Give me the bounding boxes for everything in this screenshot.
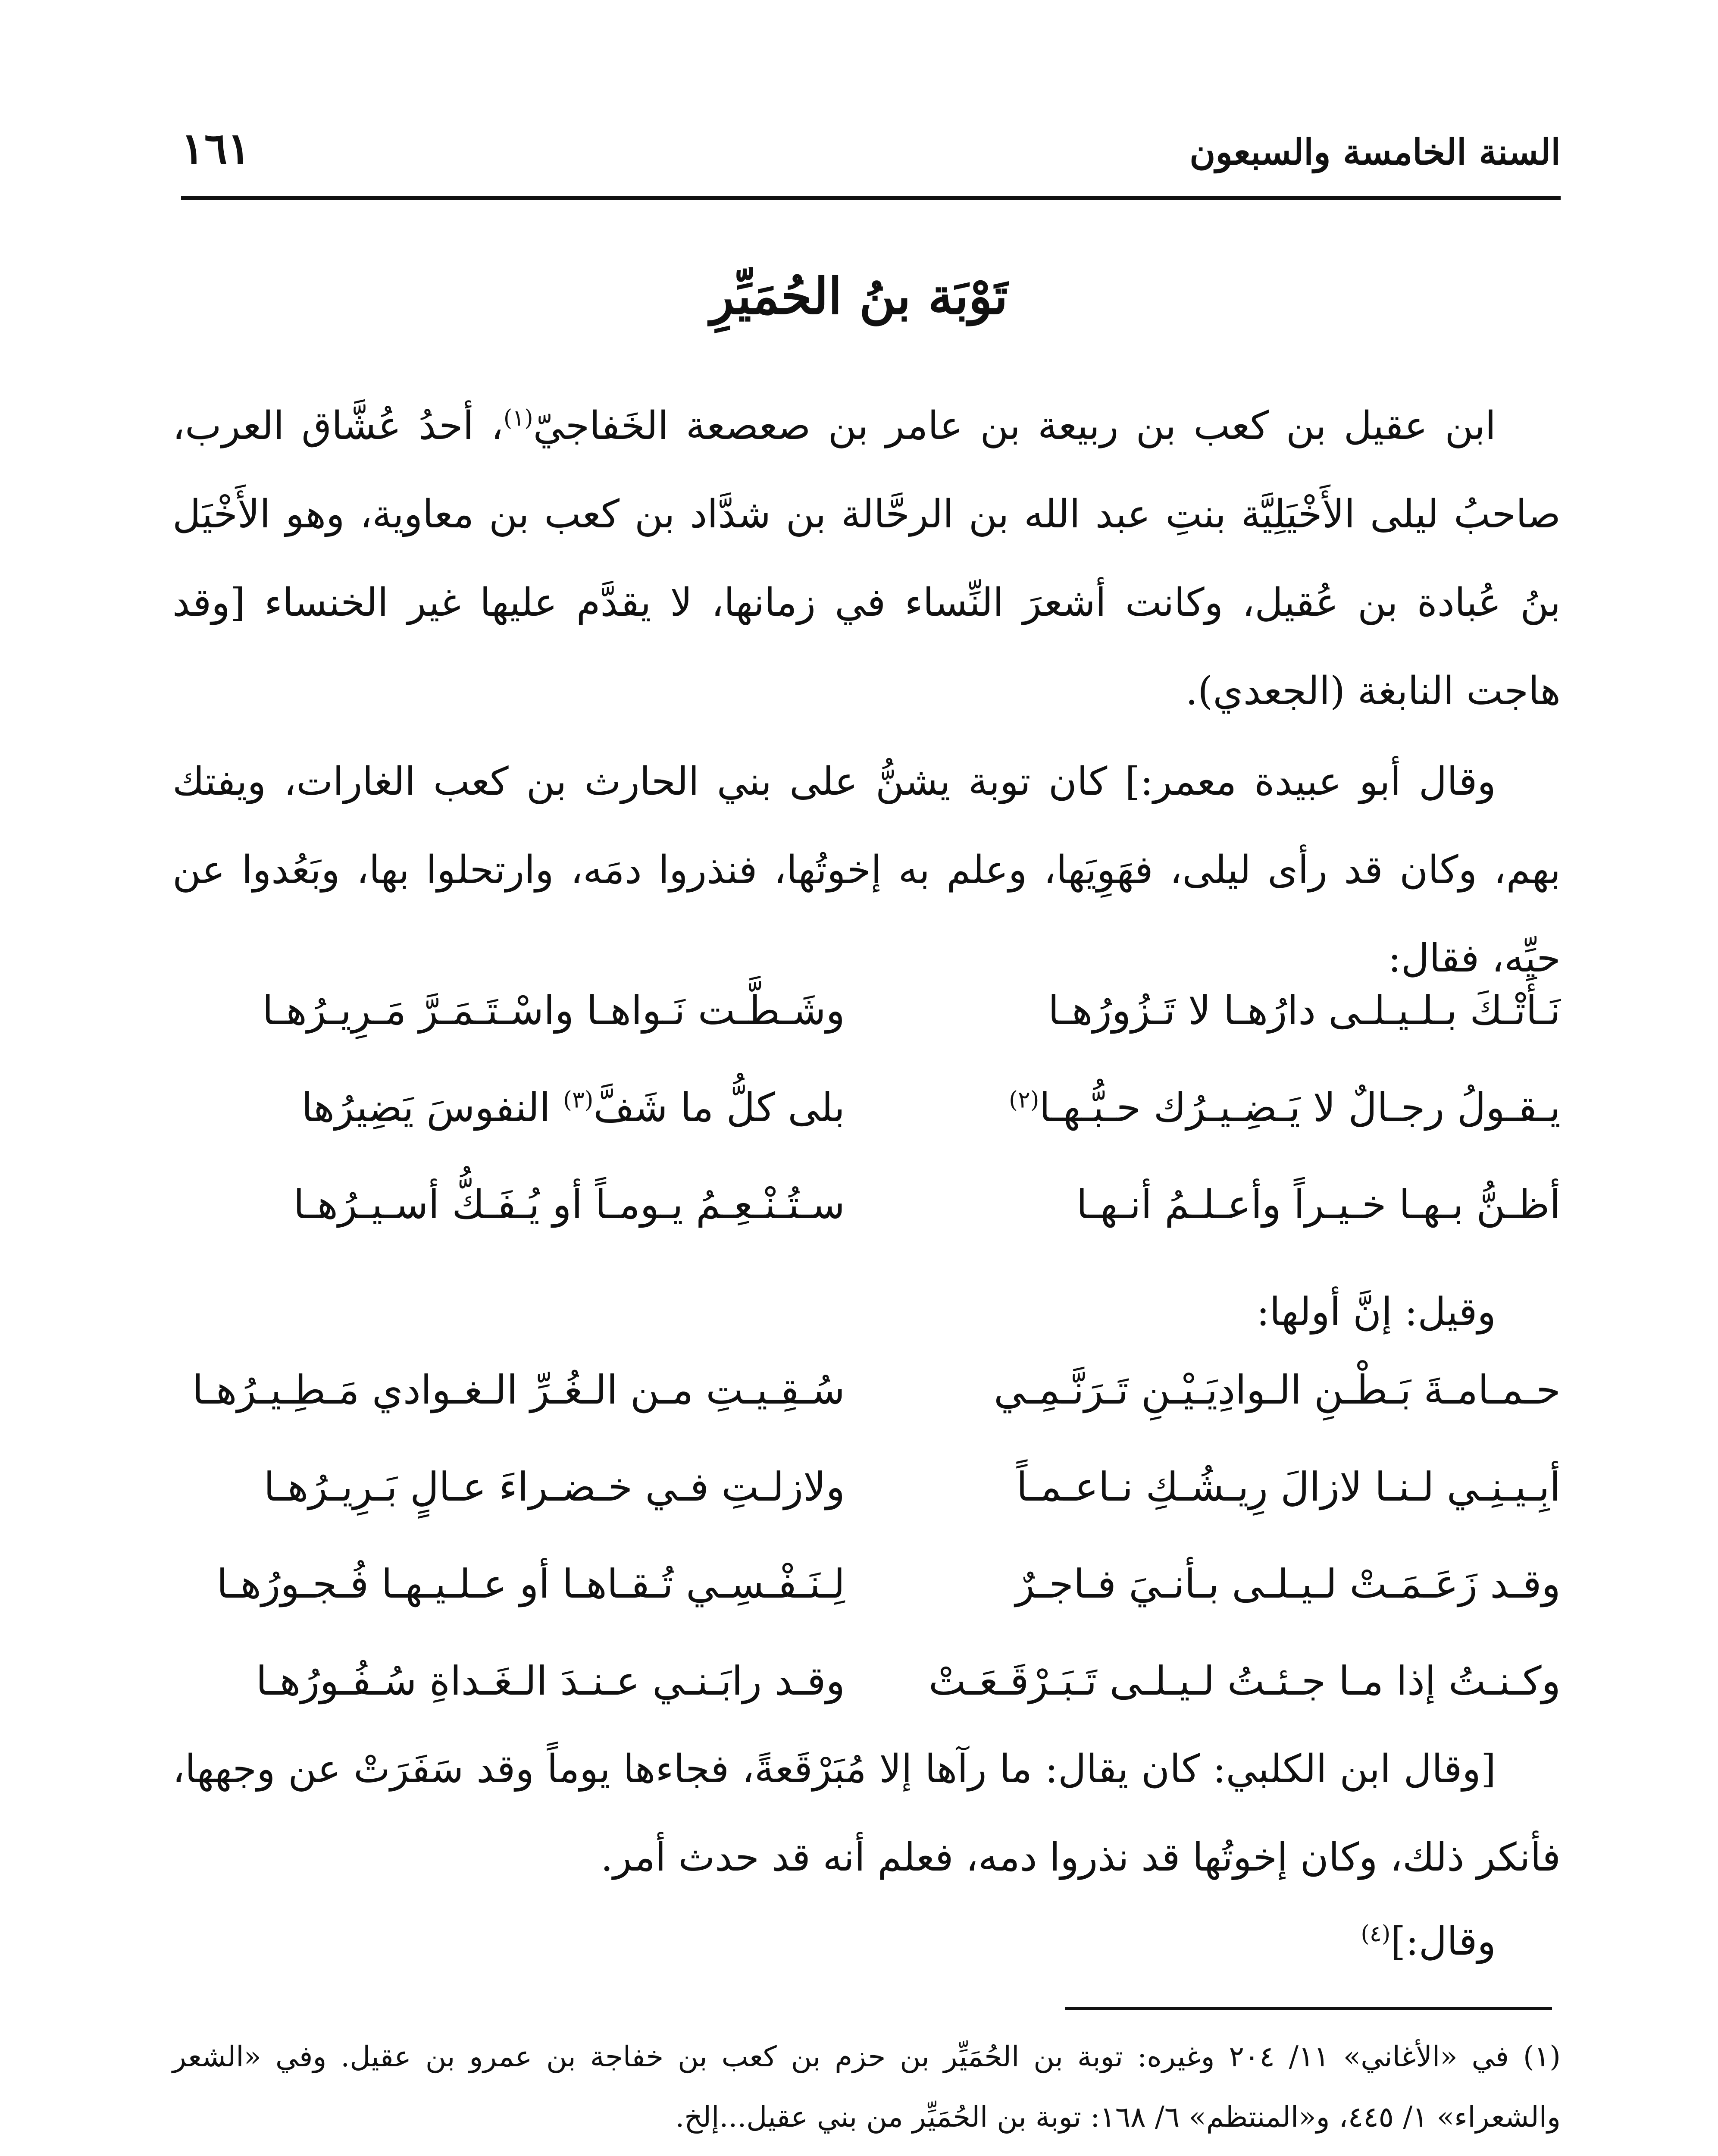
poem-first bbox=[172, 987, 1561, 1279]
first-hemistich: وكـنـتُ إذا مـا جـئـتُ لـيـلـى تَـبَـرْقَـعَـتْ bbox=[928, 1658, 1561, 1704]
poem-second bbox=[172, 1367, 1561, 1755]
first-hemistich: حـمـامـةَ بَـطْـنِ الـوادِيَـيْـنِ تَـرَنَّـمِـي bbox=[994, 1367, 1561, 1413]
footnotes bbox=[172, 2027, 1561, 2156]
verse-line bbox=[172, 1181, 1561, 1279]
entry-title: تَوْبَة بنُ الحُمَيِّرِ bbox=[710, 267, 1008, 326]
second-hemistich: وقـد رابَـنـي عـنـدَ الـغَـداةِ سُـفُـورُهـا bbox=[256, 1658, 845, 1704]
verse-line bbox=[172, 1367, 1561, 1464]
second-hemistich: سـتُـنْـعِـمُ يـومـاً أو يُـفَـكُّ أسـيـرُهـا bbox=[293, 1181, 845, 1228]
footnote-ref-1: (١) bbox=[503, 405, 533, 431]
intro-paragraph bbox=[172, 382, 1561, 735]
running-head bbox=[181, 106, 1561, 192]
verse-line bbox=[172, 1464, 1561, 1561]
footnote-ref-2: (٢) bbox=[1009, 1086, 1039, 1113]
intro-text-a: ابن عقيل بن كعب بن ربيعة بن عامر بن صعصعة الخَفاجيّ bbox=[533, 403, 1496, 448]
footnote-ref-4: (٤) bbox=[1361, 1921, 1391, 1947]
footnote-1: (١) في «الأغاني» ١١/ ٢٠٤ وغيره: توبة بن الحُمَيِّر بن حزم بن كعب بن خفاجة بن عمرو بن عقيل. وفي «الشعر والشعراء» ١/ ٤٤٥، و«المنتظم» ٦/ ١٦٨: توبة بن الحُمَيِّر من بني عقيل...إلخ. bbox=[172, 2040, 1561, 2134]
footnote-2 bbox=[172, 2153, 1561, 2156]
first-hemistich: نَـأَتْـكَ بـلـيـلـى دارُهـا لا تَـزُورُهـا bbox=[1048, 987, 1561, 1034]
intro-text-b: ، أحدُ عُشَّاق العرب، صاحبُ ليلى الأَخْيَلِيَّة بنتِ عبد الله بن الرحَّالة بن شدَّاد بن كعب بن معاوية، وهو الأَخْيَل بنُ عُبادة بن عُقيل، وكانت أشعرَ النِّساء في زمانها، لا يقدَّم عليها غير الخنساء [وقد هاجت النابغة (الجعدي). bbox=[172, 403, 1561, 714]
paragraph-variant-opening: وقيل: إنَّ أولها: bbox=[1256, 1289, 1496, 1335]
verse-line bbox=[172, 1084, 1561, 1181]
second-hemistich: بلى كلُّ ما شَفَّ$^{(٣)}$ النفوسَ يَضِيرُها bbox=[301, 1084, 845, 1131]
verse-line bbox=[172, 987, 1561, 1084]
paragraph-ibn-kalbi: [وقال ابن الكلبي: كان يقال: ما رآها إلا مُبَرْقَعةً، فجاءها يوماً وقد سَفَرَتْ عن وجهها، فأنكر ذلك، وكان إخوتُها قد نذروا دمه، فعلم أنه قد حدث أمر. bbox=[172, 1746, 1561, 1880]
footnote-ref-3: (٣) bbox=[563, 1086, 594, 1113]
first-hemistich: أظـنُّ بـهـا خـيـراً وأعـلـمُ أنـهـا bbox=[1076, 1181, 1561, 1228]
second-hemistich: ولازلـتِ فـي خـضـراءَ عـالٍ بَـرِيـرُهـا bbox=[263, 1464, 845, 1510]
second-hemistich: لِـنَـفْـسِـي تُـقـاهـا أو عـلـيـهـا فُـجـورُهـا bbox=[216, 1561, 845, 1607]
paragraph-abu-ubayda: وقال أبو عبيدة معمر:] كان توبة يشنُّ على بني الحارث بن كعب الغارات، ويفتك بهم، وكان قد رأى ليلى، فهَوِيَها، وعلم به إخوتُها، فنذروا دمَه، وارتحلوا بها، وبَعُدوا عن حيِّه، فقال: bbox=[172, 759, 1561, 981]
running-title: السنة الخامسة والسبعون bbox=[1189, 132, 1561, 173]
footnote-rule bbox=[1065, 2007, 1552, 2010]
first-hemistich: أبِـيـنِـي لـنـا لازالَ رِيـشُـكِ نـاعـمـاً bbox=[1016, 1464, 1561, 1510]
second-hemistich: وشَـطَّـت نَـواهـا واسْـتَـمَـرَّ مَـرِيـرُهـا bbox=[262, 987, 845, 1034]
page-number: ١٦١ bbox=[181, 123, 251, 174]
first-hemistich: يـقـولُ رجـالٌ لا يَـضِـيـرُك حـبُّـهـا$^{(٢)}$ bbox=[1009, 1084, 1561, 1131]
first-hemistich: وقـد زَعَـمَـتْ لـيـلـى بـأنـيَ فـاجـرٌ bbox=[1015, 1561, 1561, 1607]
verse-line bbox=[172, 1561, 1561, 1658]
header-rule bbox=[181, 196, 1561, 200]
second-hemistich: سُـقِـيـتِ مـن الـغُـرِّ الـغـوادي مَـطِـيـرُهـا bbox=[192, 1367, 845, 1413]
paragraph-and-he-said: وقال:]$^{(٤)}$ bbox=[1361, 1919, 1496, 1964]
